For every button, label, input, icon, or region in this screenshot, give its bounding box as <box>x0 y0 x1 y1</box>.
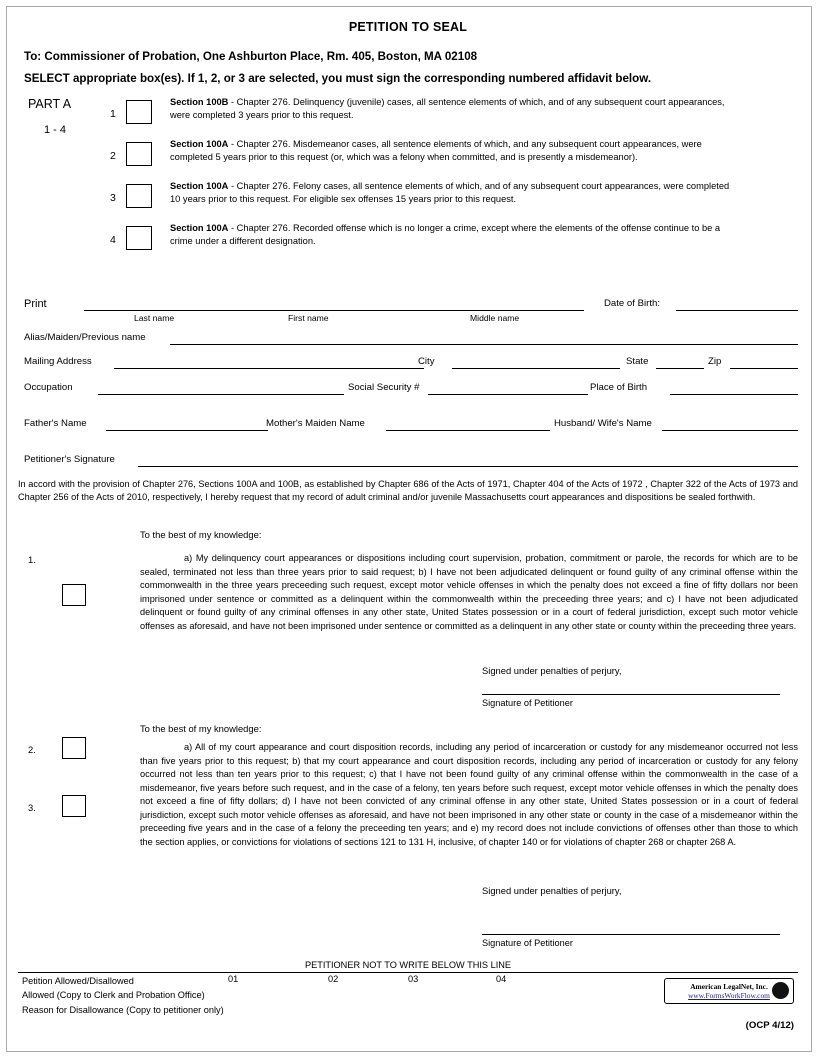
section-body-4: - Chapter 276. Recorded offense which is no longer a crime, except where the elements of the offense continue to be a crime under a different designation. <box>170 223 721 247</box>
form-identifier: (OCP 4/12) <box>745 1020 794 1031</box>
not-write-notice: PETITIONER NOT TO WRITE BELOW THIS LINE <box>304 960 512 970</box>
section-bold-1: Section 100B <box>170 97 229 107</box>
fathers-name-input-line[interactable] <box>106 430 268 431</box>
part-a-label: PART A <box>28 97 72 111</box>
part-a-range: 1 - 4 <box>44 124 67 136</box>
dob-input-line[interactable] <box>676 310 798 311</box>
section-row <box>110 138 780 166</box>
petitioner-signature-label: Petitioner's Signature <box>24 454 115 465</box>
office-code-03: 03 <box>408 974 419 984</box>
place-of-birth-label: Place of Birth <box>590 382 648 393</box>
section-checkbox-1[interactable] <box>126 100 152 124</box>
commissioner-address-line: To: Commissioner of Probation, One Ashburton Place, Rm. 405, Boston, MA 02108 <box>24 50 478 63</box>
affidavit-2-body: a) All of my court appearance and court disposition records, including any period of incarceration or custody for any misdemeanor occurred not less than five years prior to this request; b) that my court appearance and court disposition records, including any period of incarceration or custody for any felony occurred not less than ten years prior to this request; c) that I have not been found guilty of any criminal offense within the commonwealth in the case of a misdemeanor, five years before such request, and in the case of a felony, ten years before such request, except motor vehicle offenses in which the penalty does not exceed a fine of fifty dollars; d) I have not been convicted of any criminal offense in any other state, United States possession or in a court of federal jurisdiction, except such motor vehicle offenses as aforesaid, and have not been imprisoned in any other state or county in the case of a misdemeanor within the preceeding five years and in the case of a felony the preceeding ten years; and e) my record does not include convictions of offenses other than those to which the section applies, or convictions for violations of sections 121 to 131 H, inclusive, of chapter 140 or for violations of chapter 268 or chapter 268 A. <box>140 742 798 847</box>
section-number: 2 <box>110 150 116 162</box>
affidavit-2-heading: To the best of my knowledge: <box>140 723 262 734</box>
office-code-04: 04 <box>496 974 507 984</box>
state-input-line[interactable] <box>656 368 704 369</box>
office-code-02: 02 <box>328 974 339 984</box>
logo-company-name: American LegalNet, Inc. <box>690 982 768 991</box>
section-body-3: - Chapter 276. Felony cases, all sentence elements of which, and of any subsequent court appearances, were completed 10 years prior to this request. For eligible sex offenses 15 years prior to this request. <box>170 181 730 205</box>
section-list <box>110 96 780 264</box>
alias-label: Alias/Maiden/Previous name <box>24 332 146 343</box>
section-row <box>110 222 780 250</box>
logo-website[interactable]: www.FormsWorkFlow.com <box>688 991 770 1001</box>
petition-allowed-label: Petition Allowed/Disallowed <box>22 976 134 986</box>
section-text-1 <box>170 96 730 122</box>
fathers-name-label: Father's Name <box>24 418 87 429</box>
section-row <box>110 96 780 124</box>
affidavit-1-body: a) My delinquency court appearances or dispositions including court supervision, probation, commitment or parole, the records for which are to be sealed, terminated not less than three years prior to said request; b) I have not been adjudicated delinquent or found guilty of any criminal offense within the commonwealth in the three years preceeding such request, except motor vehicle offenses in which the penalty does not exceed a fine of fifty dollars nor been imprisoned under sentence or committed as a delinquent within the commonwealth within the preceeding three years; and c) I have not been adjudicated delinquent or found guilty of any criminal offenses in any other state, United States possession or in a court of federal jurisdiction, except such motor vehicle offenses as aforesaid, and have not been imprisoned under sentence or committed as a delinquent in any other state or county within the preceeding three years. <box>140 553 798 631</box>
city-input-line[interactable] <box>452 368 620 369</box>
ssn-input-line[interactable] <box>428 394 588 395</box>
section-text-4 <box>170 222 730 248</box>
affidavit-1-signature-caption: Signature of Petitioner <box>482 698 573 708</box>
allowed-copy-label: Allowed (Copy to Clerk and Probation Office) <box>22 990 205 1001</box>
logo-seal-icon <box>772 982 789 999</box>
footer-divider <box>18 972 798 973</box>
section-number: 1 <box>110 108 116 120</box>
spouse-name-input-line[interactable] <box>662 430 798 431</box>
affidavit-2-checkbox[interactable] <box>62 737 86 759</box>
section-checkbox-3[interactable] <box>126 184 152 208</box>
section-body-1: - Chapter 276. Delinquency (juvenile) cases, all sentence elements of which, and of any subsequent court appearances, were completed 3 years prior to this request. <box>170 97 725 121</box>
section-checkbox-4[interactable] <box>126 226 152 250</box>
print-label: Print <box>24 298 47 310</box>
affidavit-2-signed-label: Signed under penalties of perjury, <box>482 885 622 896</box>
section-body-2: - Chapter 276. Misdemeanor cases, all sentence elements of which, and any subsequent court appearances, were completed 5 years prior to this request (or, which was a felony when committed, and is presently a misdemeanor). <box>170 139 702 163</box>
name-input-line[interactable] <box>84 310 584 311</box>
state-label: State <box>626 356 649 367</box>
affidavit-3-number: 3. <box>28 802 36 813</box>
section-bold-2: Section 100A <box>170 139 229 149</box>
section-text-2 <box>170 138 730 164</box>
affidavit-2-number: 2. <box>28 744 36 755</box>
occupation-label: Occupation <box>24 382 73 393</box>
section-number: 3 <box>110 192 116 204</box>
affidavit-2-signature-caption: Signature of Petitioner <box>482 938 573 948</box>
mailing-address-input-line[interactable] <box>114 368 424 369</box>
affidavit-1-checkbox[interactable] <box>62 584 86 606</box>
city-label: City <box>418 356 435 367</box>
page-title: PETITION TO SEAL <box>348 20 468 34</box>
alias-input-line[interactable] <box>170 344 798 345</box>
section-bold-4: Section 100A <box>170 223 229 233</box>
affidavit-1-heading: To the best of my knowledge: <box>140 529 262 540</box>
mailing-address-label: Mailing Address <box>24 356 92 367</box>
affidavit-2-signature-line[interactable] <box>482 934 780 935</box>
american-legalnet-logo[interactable] <box>664 978 794 1004</box>
section-text-3 <box>170 180 730 206</box>
occupation-input-line[interactable] <box>98 394 344 395</box>
reason-disallowance-label: Reason for Disallowance (Copy to petitioner only) <box>22 1004 224 1015</box>
dob-label: Date of Birth: <box>604 298 660 309</box>
affidavit-1-signature-line[interactable] <box>482 694 780 695</box>
select-instruction-line: SELECT appropriate box(es). If 1, 2, or 3 are selected, you must sign the corresponding numbered affidavit below. <box>24 72 652 85</box>
office-code-01: 01 <box>228 974 239 984</box>
accord-paragraph: In accord with the provision of Chapter 276, Sections 100A and 100B, as established by Chapter 686 of the Acts of 1971, Chapter 404 of the Acts of 1972 , Chapter 322 of the Acts of 1973 and Chapter 256 of the Acts of 2010, respectively, I hereby request that my record of adult criminal and/or juvenile Massachusetts court appearances and dispositions be sealed forthwith. <box>18 479 798 503</box>
affidavit-1-signed-label: Signed under penalties of perjury, <box>482 665 622 676</box>
section-number: 4 <box>110 234 116 246</box>
zip-label: Zip <box>708 356 722 367</box>
affidavit-3-checkbox[interactable] <box>62 795 86 817</box>
ssn-label: Social Security # <box>348 382 420 393</box>
section-row <box>110 180 780 208</box>
affidavit-1-number: 1. <box>28 554 36 565</box>
office-use-block <box>22 974 224 1017</box>
last-name-label: Last name <box>134 313 175 323</box>
mothers-maiden-label: Mother's Maiden Name <box>266 418 365 429</box>
middle-name-label: Middle name <box>470 313 520 323</box>
zip-input-line[interactable] <box>730 368 798 369</box>
first-name-label: First name <box>288 313 329 323</box>
section-bold-3: Section 100A <box>170 181 229 191</box>
place-of-birth-input-line[interactable] <box>670 394 798 395</box>
spouse-name-label: Husband/ Wife's Name <box>554 418 652 429</box>
petitioner-signature-line[interactable] <box>138 466 798 467</box>
mothers-maiden-input-line[interactable] <box>386 430 550 431</box>
section-checkbox-2[interactable] <box>126 142 152 166</box>
